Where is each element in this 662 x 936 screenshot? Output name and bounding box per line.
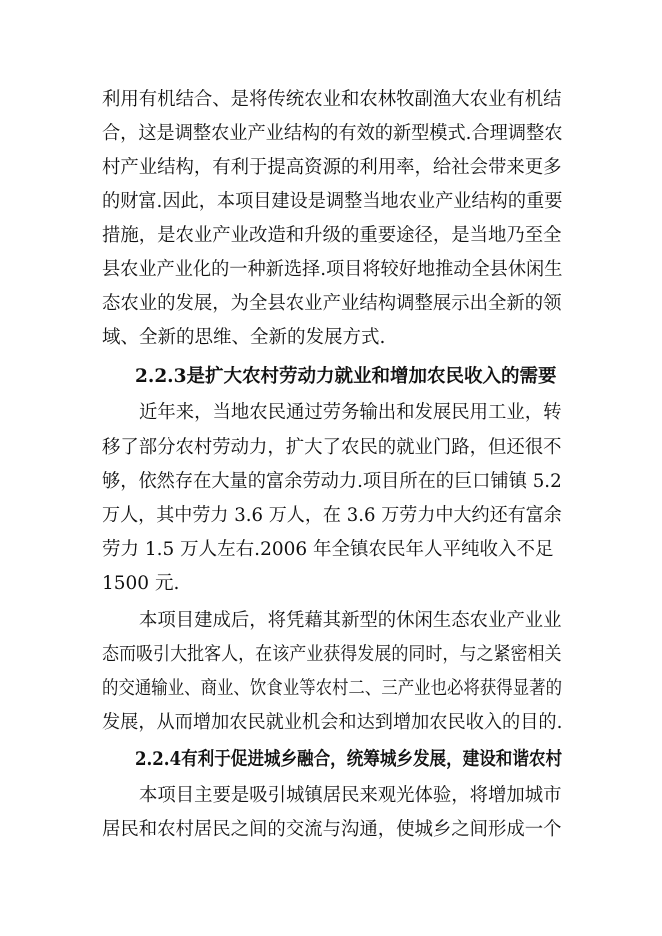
paragraph-line: 近年来，当地农民通过劳务输出和发展民用工业，转 xyxy=(139,402,562,423)
paragraph-line: 合，这是调整农业产业结构的有效的新型模式.合理调整农 xyxy=(102,123,562,144)
section-heading-2-2-4: 2.2.4有利于促进城乡融合，统筹城乡发展，建设和谐农村 xyxy=(135,749,562,770)
paragraph-line: 发展，从而增加农民就业机会和达到增加农民收入的目的. xyxy=(102,712,562,733)
paragraph-line: 居民和农村居民之间的交流与沟通，使城乡之间形成一个 xyxy=(102,819,562,840)
paragraph-line: 劳力 1.5 万人左右.2006 年全镇农民年人平纯收入不足 xyxy=(102,539,554,560)
paragraph-line: 措施，是农业产业改造和升级的重要途径，是当地乃至全 xyxy=(102,225,562,246)
paragraph-line: 态而吸引大批客人，在该产业获得发展的同时，与之紧密相关 xyxy=(102,644,562,665)
paragraph-line: 域、全新的思维、全新的发展方式. xyxy=(102,327,386,348)
paragraph-line: 村产业结构，有利于提高资源的利用率，给社会带来更多 xyxy=(102,157,562,178)
paragraph-line: 1500 元. xyxy=(102,573,180,594)
paragraph-line: 移了部分农村劳动力，扩大了农民的就业门路，但还很不 xyxy=(102,437,562,458)
paragraph-line: 态农业的发展，为全县农业产业结构调整展示出全新的领 xyxy=(102,293,562,314)
paragraph-line: 县农业产业化的一种新选择.项目将较好地推动全县休闲生 xyxy=(102,259,562,280)
section-heading-2-2-3: 2.2.3是扩大农村劳动力就业和增加农民收入的需要 xyxy=(135,366,557,387)
paragraph-line: 的财富.因此，本项目建设是调整当地农业产业结构的重要 xyxy=(102,191,562,212)
paragraph-line: 够，依然存在大量的富余劳动力.项目所在的巨口铺镇 5.2 xyxy=(102,471,562,492)
paragraph-line: 本项目建成后，将凭藉其新型的休闲生态农业产业业 xyxy=(139,610,562,631)
paragraph-line: 利用有机结合、是将传统农业和农林牧副渔大农业有机结 xyxy=(102,89,562,110)
paragraph-line: 的交通输业、商业、饮食业等农村二、三产业也必将获得显著的 xyxy=(102,678,562,699)
paragraph-line: 本项目主要是吸引城镇居民来观光体验，将增加城市 xyxy=(139,785,562,806)
paragraph-line: 万人，其中劳力 3.6 万人，在 3.6 万劳力中大约还有富余 xyxy=(102,505,562,526)
